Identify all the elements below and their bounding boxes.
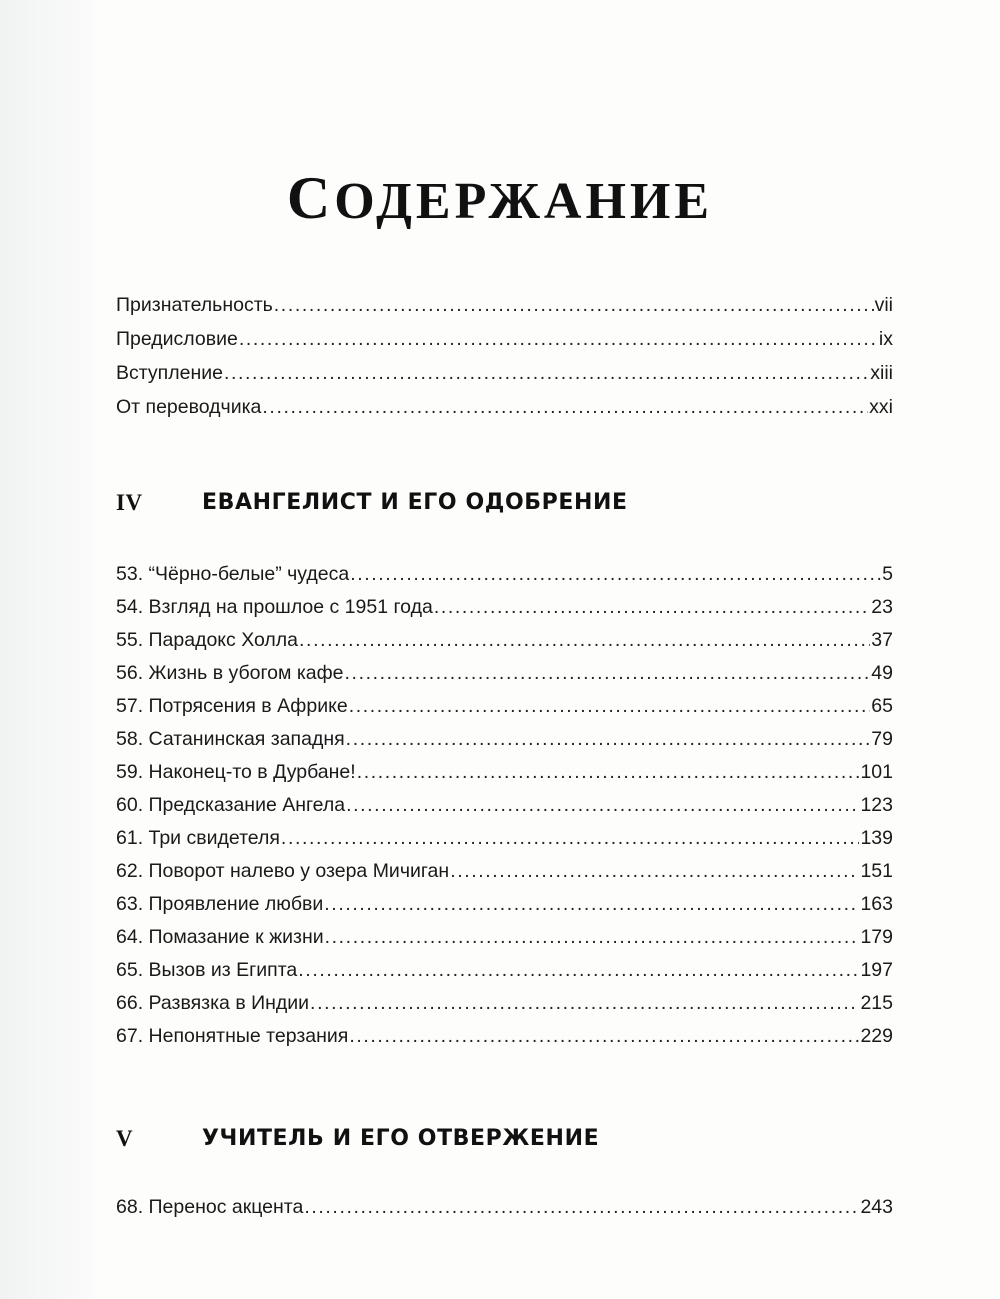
dot-leader xyxy=(274,290,874,320)
dot-leader xyxy=(299,625,870,655)
toc-entry-label: 55. Парадокс Холла xyxy=(116,629,299,651)
section-number: IV xyxy=(116,490,143,515)
section-name: ЕВАНГЕЛИСТ И ЕГО ОДОБРЕНИЕ xyxy=(202,490,628,515)
toc-entry-label: Предисловие xyxy=(116,328,238,350)
page-title-initial: С xyxy=(286,165,335,231)
toc-entry-page: 197 xyxy=(860,959,893,981)
section-number: V xyxy=(116,1126,134,1151)
toc-entry-chapter-59 xyxy=(116,757,893,787)
toc-entry-label: 57. Потрясения в Африке xyxy=(116,695,348,717)
toc-entry-page: 229 xyxy=(860,1025,893,1047)
dot-leader xyxy=(281,823,860,853)
toc-entry-label: 53. “Чёрно-белые” чудеса xyxy=(116,563,350,585)
toc-entry-label: 61. Три свидетеля xyxy=(116,827,280,849)
toc-entry-chapter-61 xyxy=(116,823,893,853)
toc-entry-page: 23 xyxy=(871,596,893,618)
toc-entry-chapter-54 xyxy=(116,592,893,622)
dot-leader xyxy=(325,922,860,952)
page-title xyxy=(0,165,1000,232)
toc-entry-label: 59. Наконец-то в Дурбане! xyxy=(116,761,356,783)
toc-entry-page: 163 xyxy=(860,893,893,915)
toc-entry-label: 54. Взгляд на прошлое с 1951 года xyxy=(116,596,433,618)
toc-entry-chapter-55 xyxy=(116,625,893,655)
toc-entry-label: 63. Проявление любви xyxy=(116,893,324,915)
toc-entry-label: 60. Предсказание Ангела xyxy=(116,794,346,816)
toc-entry-page: 37 xyxy=(871,629,893,651)
toc-entry-page: 123 xyxy=(860,794,893,816)
toc-entry-label: 58. Сатанинская западня xyxy=(116,728,345,750)
dot-leader xyxy=(357,757,860,787)
toc-entry-label: 56. Жизнь в убогом кафе xyxy=(116,662,344,684)
dot-leader xyxy=(450,856,859,886)
dot-leader xyxy=(346,790,859,820)
toc-entry-chapter-60 xyxy=(116,790,893,820)
toc-entry-label: 65. Вызов из Египта xyxy=(116,959,298,981)
dot-leader xyxy=(345,658,871,688)
dot-leader xyxy=(239,324,878,354)
toc-entry-chapter-65 xyxy=(116,955,893,985)
toc-entry-chapter-63 xyxy=(116,889,893,919)
toc-entry-page: xxi xyxy=(869,396,893,418)
dot-leader xyxy=(262,392,868,422)
toc-entry-label: 64. Помазание к жизни xyxy=(116,926,324,948)
toc-entry-introduction xyxy=(116,358,893,388)
toc-entry-chapter-58 xyxy=(116,724,893,754)
toc-entry-acknowledgments xyxy=(116,290,893,320)
toc-entry-label: Вступление xyxy=(116,362,223,384)
dot-leader xyxy=(346,724,871,754)
toc-entry-page: 79 xyxy=(871,728,893,750)
page-title-rest: ОДЕРЖАНИЕ xyxy=(334,173,714,230)
toc-entry-chapter-68 xyxy=(116,1192,893,1222)
toc-entry-label: Признательность xyxy=(116,294,273,316)
section-heading-v xyxy=(116,1122,893,1156)
toc-entry-page: 243 xyxy=(860,1196,893,1218)
toc-entry-page: ix xyxy=(878,328,893,350)
section-name: УЧИТЕЛЬ И ЕГО ОТВЕРЖЕНИЕ xyxy=(202,1126,600,1151)
toc-entry-page: 49 xyxy=(871,662,893,684)
toc-entry-label: 66. Развязка в Индии xyxy=(116,992,310,1014)
toc-entry-chapter-62 xyxy=(116,856,893,886)
dot-leader xyxy=(349,1021,859,1051)
dot-leader xyxy=(324,889,859,919)
dot-leader xyxy=(310,988,859,1018)
toc-entry-chapter-56 xyxy=(116,658,893,688)
dot-leader xyxy=(304,1192,859,1222)
toc-entry-translator-note xyxy=(116,392,893,422)
toc-entry-page: 101 xyxy=(860,761,893,783)
toc-entry-label: От переводчика xyxy=(116,396,262,418)
dot-leader xyxy=(349,691,871,721)
toc-entry-page: vii xyxy=(874,294,893,316)
toc-entry-chapter-66 xyxy=(116,988,893,1018)
toc-entry-label: 67. Непонятные терзания xyxy=(116,1025,349,1047)
toc-entry-page: 65 xyxy=(871,695,893,717)
toc-entry-page: 215 xyxy=(860,992,893,1014)
section-heading-iv xyxy=(116,486,893,520)
toc-entry-foreword xyxy=(116,324,893,354)
toc-entry-chapter-67 xyxy=(116,1021,893,1051)
toc-entry-page: 151 xyxy=(860,860,893,882)
toc-entry-page: 5 xyxy=(882,563,893,585)
toc-entry-page: xiii xyxy=(870,362,893,384)
dot-leader xyxy=(350,559,881,589)
toc-entry-page: 179 xyxy=(860,926,893,948)
toc-entry-chapter-64 xyxy=(116,922,893,952)
toc-entry-label: 68. Перенос акцента xyxy=(116,1196,304,1218)
dot-leader xyxy=(434,592,870,622)
toc-entry-page: 139 xyxy=(860,827,893,849)
dot-leader xyxy=(224,358,869,388)
toc-entry-label: 62. Поворот налево у озера Мичиган xyxy=(116,860,450,882)
toc-entry-chapter-53 xyxy=(116,559,893,589)
toc-entry-chapter-57 xyxy=(116,691,893,721)
dot-leader xyxy=(298,955,859,985)
